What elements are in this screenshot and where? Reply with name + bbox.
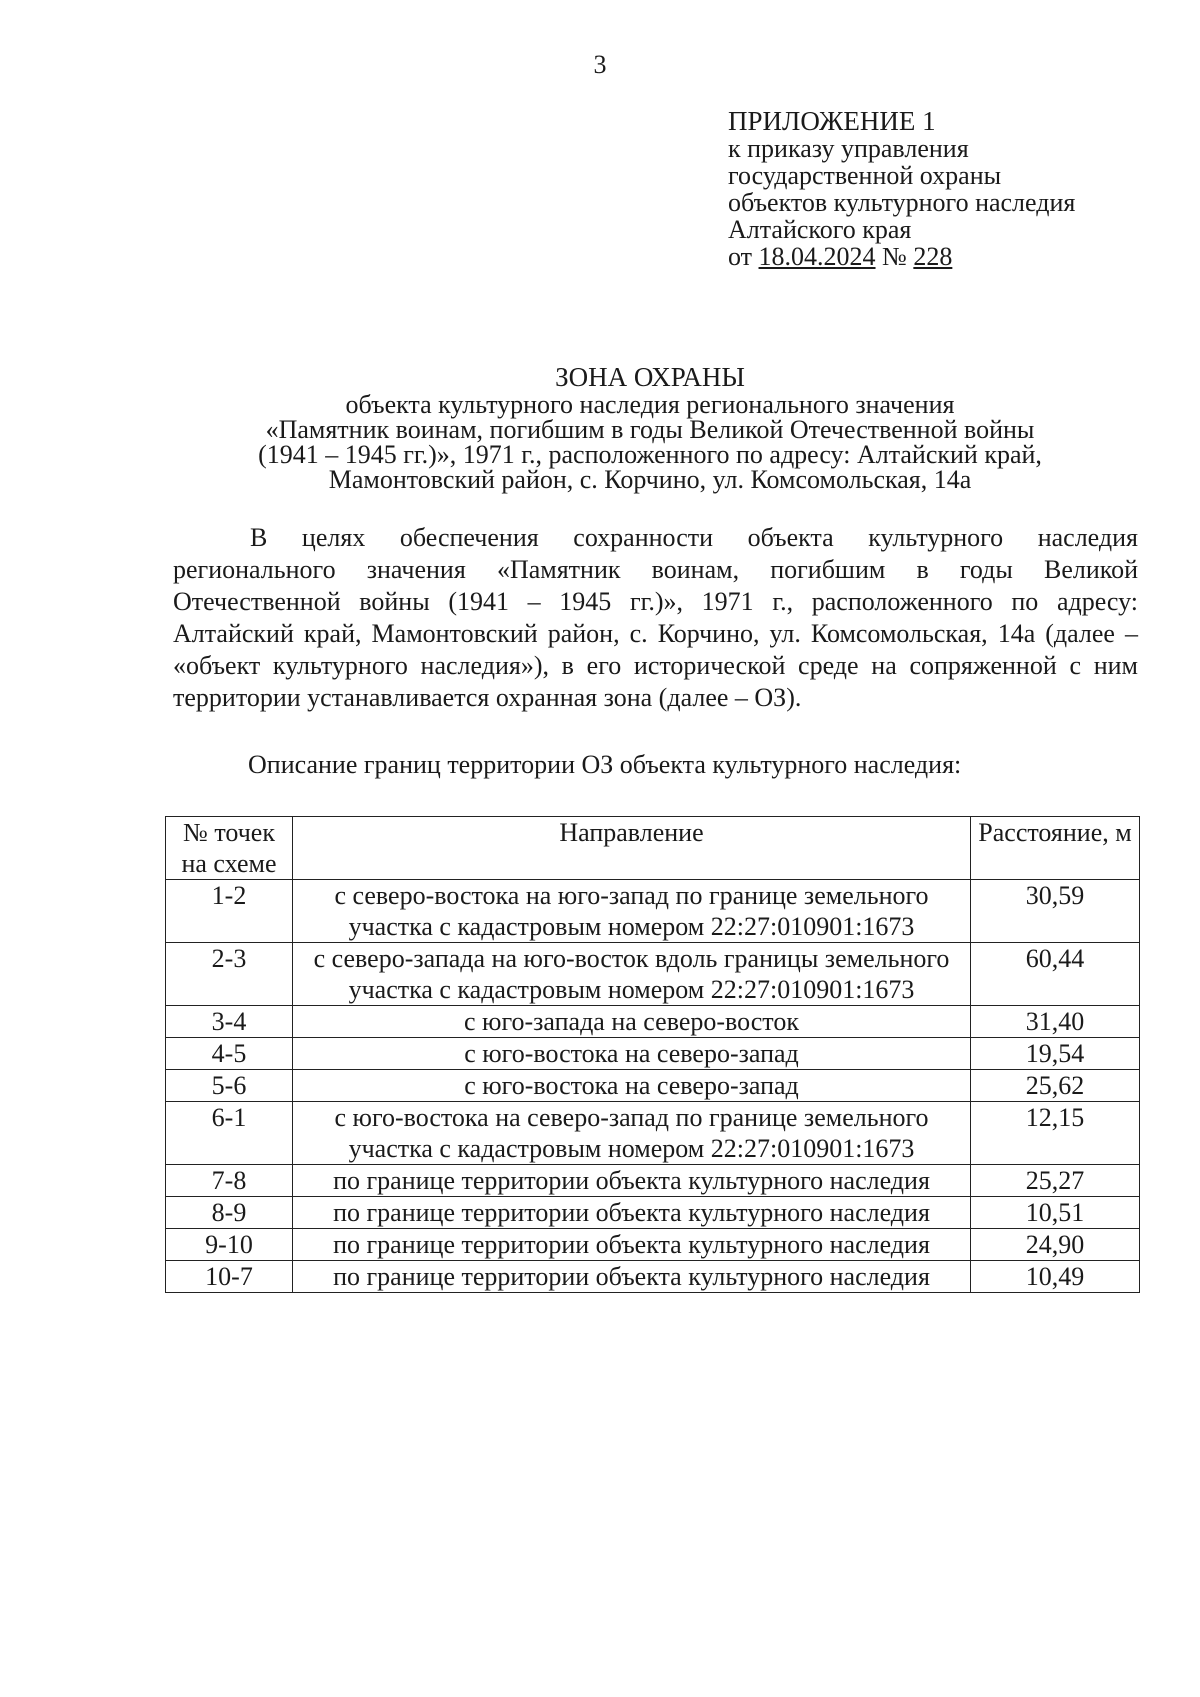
zone-line: объекта культурного наследия регионального значения (345, 390, 955, 419)
intro-paragraph: В целях обеспечения сохранности объекта культурного наследия регионального значения «Памятник воинам, погибшим в годы Великой Отечественной войны (1941 – 1945 гг.)», 1971 г., расположенного по адресу: Алтайский край, Мамонтовский район, с. Корчино, ул. Комсомольская, 14а (далее – «объект культурного наследия»), в его исторической среде на сопряженной с ним территории устанавливается охранная зона (далее – ОЗ). (173, 523, 1138, 712)
appendix-title: ПРИЛОЖЕНИЕ 1 (728, 106, 936, 136)
zone-line: (1941 – 1945 гг.)», 1971 г., расположенного по адресу: Алтайский край, (258, 440, 1042, 469)
zone-header (150, 362, 1150, 492)
table-row (166, 880, 1140, 943)
cell-direction: по границе территории объекта культурного наследия (293, 1197, 971, 1229)
cell-points: 10-7 (166, 1261, 293, 1293)
table-header-row (166, 817, 1140, 880)
cell-points: 9-10 (166, 1229, 293, 1261)
cell-direction: с юго-востока на северо-запад (293, 1038, 971, 1070)
cell-direction: по границе территории объекта культурного наследия (293, 1165, 971, 1197)
number-sign: № (882, 242, 907, 271)
cell-direction: по границе территории объекта культурного наследия (293, 1261, 971, 1293)
cell-points: 8-9 (166, 1197, 293, 1229)
cell-distance: 12,15 (971, 1102, 1140, 1165)
cell-distance: 10,49 (971, 1261, 1140, 1293)
header-direction: Направление (293, 817, 971, 880)
cell-direction: с северо-востока на юго-запад по границе земельного участка с кадастровым номером 22:27:010901:1673 (293, 880, 971, 943)
cell-direction: с юго-востока на северо-запад по границе земельного участка с кадастровым номером 22:27:010901:1673 (293, 1102, 971, 1165)
cell-points: 5-6 (166, 1070, 293, 1102)
order-date: 18.04.2024 (758, 242, 876, 271)
order-number: 228 (913, 242, 953, 271)
cell-points: 7-8 (166, 1165, 293, 1197)
cell-direction: с северо-запада на юго-восток вдоль границы земельного участка с кадастровым номером 22:27:010901:1673 (293, 943, 971, 1006)
table-row (166, 943, 1140, 1006)
cell-points: 4-5 (166, 1038, 293, 1070)
boundary-table (165, 816, 1140, 1293)
table-row (166, 1102, 1140, 1165)
appendix-line: Алтайского края (728, 215, 912, 244)
cell-direction: по границе территории объекта культурного наследия (293, 1229, 971, 1261)
appendix-line: объектов культурного наследия (728, 188, 1076, 217)
header-points: № точек на схеме (166, 817, 293, 880)
cell-distance: 60,44 (971, 943, 1140, 1006)
zone-line: Мамонтовский район, с. Корчино, ул. Комсомольская, 14а (328, 465, 972, 494)
table-row (166, 1038, 1140, 1070)
cell-points: 2-3 (166, 943, 293, 1006)
appendix-date-line (728, 243, 1075, 270)
cell-distance: 25,27 (971, 1165, 1140, 1197)
table-row (166, 1229, 1140, 1261)
table-row (166, 1197, 1140, 1229)
table-row (166, 1070, 1140, 1102)
cell-distance: 30,59 (971, 880, 1140, 943)
cell-distance: 25,62 (971, 1070, 1140, 1102)
header-distance: Расстояние, м (971, 817, 1140, 880)
table-caption: Описание границ территории ОЗ объекта культурного наследия: (248, 750, 962, 779)
cell-distance: 24,90 (971, 1229, 1140, 1261)
cell-points: 3-4 (166, 1006, 293, 1038)
table-row (166, 1165, 1140, 1197)
zone-line: «Памятник воинам, погибшим в годы Великой Отечественной войны (265, 415, 1035, 444)
cell-distance: 19,54 (971, 1038, 1140, 1070)
cell-distance: 31,40 (971, 1006, 1140, 1038)
cell-points: 1-2 (166, 880, 293, 943)
appendix-block (728, 108, 1075, 270)
date-prefix: от (728, 242, 753, 271)
cell-distance: 10,51 (971, 1197, 1140, 1229)
cell-direction: с юго-запада на северо-восток (293, 1006, 971, 1038)
appendix-line: государственной охраны (728, 161, 1002, 190)
table-row (166, 1261, 1140, 1293)
zone-title: ЗОНА ОХРАНЫ (555, 362, 745, 392)
cell-direction: с юго-востока на северо-запад (293, 1070, 971, 1102)
page-number: 3 (593, 50, 607, 79)
cell-points: 6-1 (166, 1102, 293, 1165)
table-row (166, 1006, 1140, 1038)
appendix-line: к приказу управления (728, 134, 969, 163)
